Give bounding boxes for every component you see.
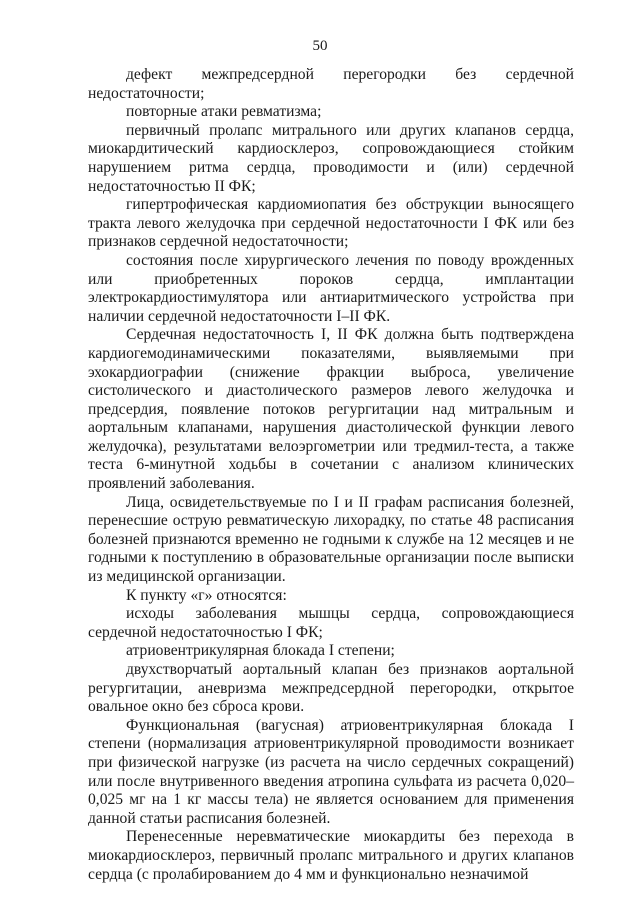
paragraph-rheumatism-attacks: повторные атаки ревматизма;: [126, 103, 322, 121]
paragraph-defect-septum: дефект межпредсердной перегородки без сердечной недостаточности;: [88, 66, 574, 102]
paragraph-hypertrophic-cardiomyopathy: гипертрофическая кардиомиопатия без обструкции выносящего тракта левого желудочка при сердечной недостаточности I ФК или без признаков сердечной недостаточности;: [88, 196, 574, 251]
paragraph-rheumatic-fever: Лица, освидетельствуемые по I и II графам расписания болезней, перенесшие острую ревматическую лихорадку, по статье 48 расписания болезней признаются временно не годными к службе на 12 месяцев и не годными к поступлению в образовательные организации после выписки из медицинской организации.: [88, 493, 574, 586]
page-number: 50: [312, 38, 328, 54]
paragraph-vagal-av-block: Функциональная (вагусная) атриовентрикулярная блокада I степени (нормализация атриовентрикулярной проводимости возникает при физической нагрузке (из расчета на число сердечных сокращений) или после внутривенного введения атропина сульфата из расчета 0,020–0,025 мг на 1 кг массы тела) не является основанием для применения данной статьи расписания болезней.: [88, 716, 574, 827]
paragraph-heart-failure-confirmation: Сердечная недостаточность I, II ФК должна быть подтверждена кардиогемодинамическими показателями, выявляемыми при эхокардиографии (снижение фракции выброса, увеличение систолического и диастолического размеров левого желудочка и предсердия, появление потоков регургитации над митральным и аортальным клапанами, нарушения диастолической функции левого желудочка), результатами велоэргометрии или тредмил-теста, а также теста 6-минутной ходьбы в сочетании с анализом клинических проявлений заболевания.: [88, 326, 574, 493]
paragraph-non-rheumatic-myocarditis: Перенесенные неревматические миокардиты без перехода в миокардиосклероз, первичный пролапс митрального и других клапанов сердца (с пролабированием до 4 мм и функционально незначимой: [88, 828, 574, 883]
paragraph-point-g-heading: К пункту «г» относятся:: [126, 586, 287, 604]
document-body: [88, 66, 574, 884]
paragraph-myocardial-outcomes: исходы заболевания мышцы сердца, сопровождающиеся сердечной недостаточностью I ФК;: [88, 605, 574, 641]
paragraph-bicuspid-valve: двухстворчатый аортальный клапан без признаков аортальной регургитации, аневризма межпредсердной перегородки, открытое овальное окно без сброса крови.: [88, 661, 574, 716]
paragraph-av-block: атриовентрикулярная блокада I степени;: [126, 642, 395, 660]
paragraph-mitral-prolapse: первичный пролапс митрального или других клапанов сердца, миокардитический кардиосклероз, сопровождающиеся стойким нарушением ритма сердца, проводимости и (или) сердечной недостаточностью II ФК;: [88, 121, 574, 195]
paragraph-post-surgery-states: состояния после хирургического лечения по поводу врожденных или приобретенных пороков сердца, имплантации электрокардиостимулятора или антиаритмического устройства при наличии сердечной недостаточности I–II ФК.: [88, 251, 574, 325]
